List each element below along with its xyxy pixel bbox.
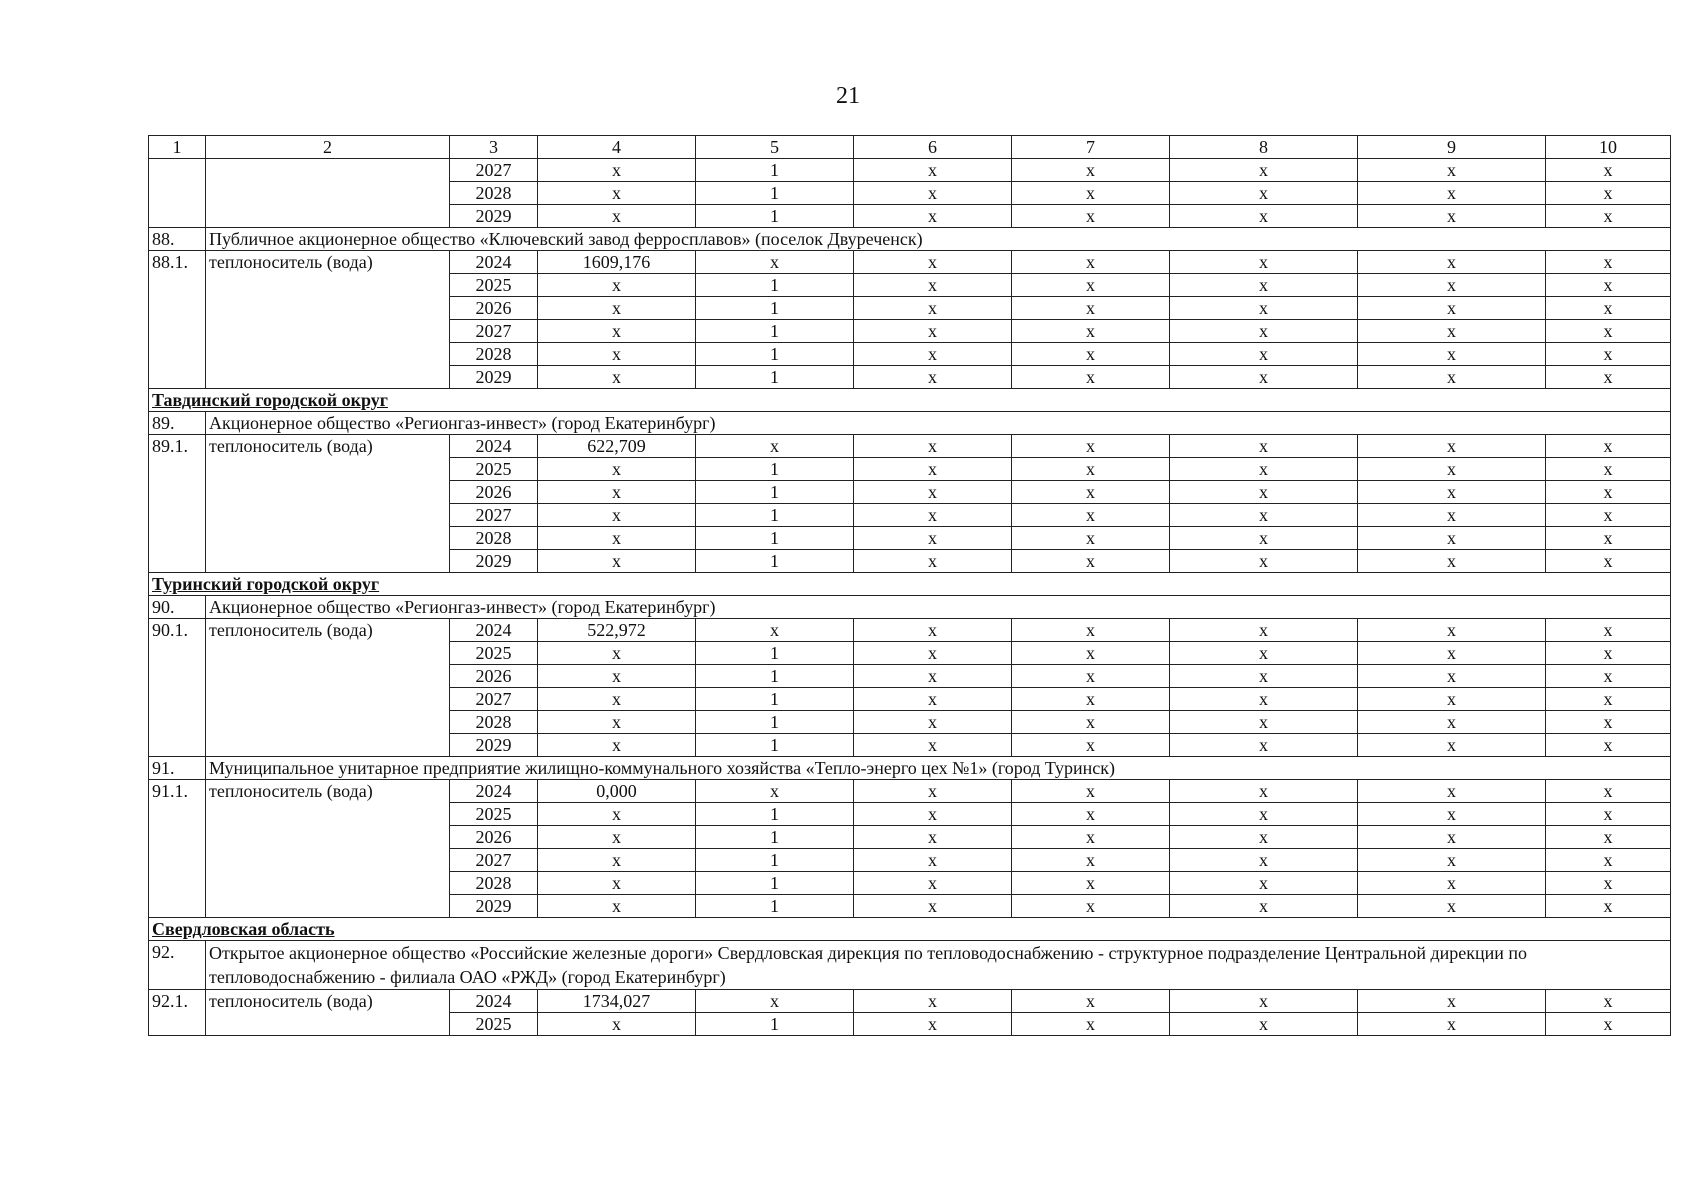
value-cell: x <box>1170 481 1358 504</box>
page-number: 21 <box>836 83 860 109</box>
value-cell: x <box>538 205 696 228</box>
value-cell: x <box>1546 159 1671 182</box>
value-cell: x <box>1012 688 1170 711</box>
column-number-row <box>149 136 1671 159</box>
value-cell: 1 <box>696 803 854 826</box>
value-cell: x <box>1012 642 1170 665</box>
value-cell: x <box>854 619 1012 642</box>
value-cell: x <box>538 458 696 481</box>
value-cell: x <box>696 990 854 1013</box>
value-cell: x <box>854 688 1012 711</box>
year-cell: 2026 <box>450 297 538 320</box>
value-cell: x <box>854 849 1012 872</box>
value-cell: x <box>1012 297 1170 320</box>
year-cell: 2027 <box>450 688 538 711</box>
value-cell: 1 <box>696 527 854 550</box>
value-cell: 1 <box>696 159 854 182</box>
value-cell: x <box>854 182 1012 205</box>
value-cell: x <box>1012 665 1170 688</box>
organization-number: 91. <box>149 757 206 780</box>
value-cell: x <box>1170 826 1358 849</box>
value-cell: x <box>1170 734 1358 757</box>
value-cell: x <box>854 251 1012 274</box>
value-cell: x <box>696 435 854 458</box>
value-cell: 1 <box>696 826 854 849</box>
value-cell: x <box>1546 550 1671 573</box>
value-cell: x <box>854 343 1012 366</box>
year-cell: 2024 <box>450 780 538 803</box>
value-cell: x <box>538 481 696 504</box>
value-cell: x <box>1546 274 1671 297</box>
item-name: теплоноситель (вода) <box>206 435 450 573</box>
value-cell: x <box>854 320 1012 343</box>
year-cell: 2028 <box>450 872 538 895</box>
value-cell: x <box>1170 504 1358 527</box>
value-cell: x <box>854 481 1012 504</box>
value-cell: 522,972 <box>538 619 696 642</box>
value-cell: x <box>538 826 696 849</box>
value-cell: x <box>1358 619 1546 642</box>
value-cell: x <box>1012 826 1170 849</box>
value-cell: x <box>854 366 1012 389</box>
value-cell: x <box>1358 205 1546 228</box>
value-cell: x <box>1546 297 1671 320</box>
year-cell: 2027 <box>450 159 538 182</box>
value-cell: x <box>1012 366 1170 389</box>
value-cell: 1 <box>696 297 854 320</box>
organization-row <box>149 941 1671 990</box>
value-cell: x <box>1358 872 1546 895</box>
value-cell: x <box>1012 481 1170 504</box>
value-cell: x <box>1012 504 1170 527</box>
year-cell: 2029 <box>450 205 538 228</box>
item-number: 90.1. <box>149 619 206 757</box>
region-title: Свердловская область <box>149 918 1671 941</box>
item-name: теплоноситель (вода) <box>206 780 450 918</box>
value-cell: x <box>1012 872 1170 895</box>
value-cell: 1 <box>696 205 854 228</box>
value-cell: x <box>538 297 696 320</box>
data-row <box>149 780 1671 803</box>
value-cell: x <box>1546 872 1671 895</box>
value-cell: x <box>1358 895 1546 918</box>
value-cell: x <box>1170 642 1358 665</box>
data-row <box>149 435 1671 458</box>
value-cell: x <box>1012 251 1170 274</box>
value-cell: x <box>538 849 696 872</box>
value-cell: x <box>854 1013 1012 1036</box>
value-cell: x <box>538 343 696 366</box>
value-cell: x <box>1170 251 1358 274</box>
item-number: 92.1. <box>149 990 206 1036</box>
organization-row <box>149 412 1671 435</box>
value-cell: x <box>1546 182 1671 205</box>
value-cell: x <box>1358 320 1546 343</box>
value-cell: x <box>1546 895 1671 918</box>
value-cell: x <box>1358 688 1546 711</box>
organization-name: Акционерное общество «Регионгаз-инвест» (город Екатеринбург) <box>206 596 1671 619</box>
value-cell: x <box>1358 458 1546 481</box>
value-cell: x <box>854 803 1012 826</box>
value-cell: x <box>1358 803 1546 826</box>
value-cell: x <box>538 320 696 343</box>
value-cell: x <box>1546 826 1671 849</box>
year-cell: 2027 <box>450 849 538 872</box>
year-cell: 2029 <box>450 550 538 573</box>
value-cell: x <box>1358 826 1546 849</box>
value-cell: x <box>1546 320 1671 343</box>
value-cell: x <box>1546 205 1671 228</box>
organization-number: 92. <box>149 941 206 990</box>
value-cell: x <box>1358 435 1546 458</box>
value-cell: x <box>1170 527 1358 550</box>
organization-row <box>149 757 1671 780</box>
item-name: теплоноситель (вода) <box>206 619 450 757</box>
value-cell: 1 <box>696 688 854 711</box>
value-cell: x <box>1546 688 1671 711</box>
value-cell: x <box>538 734 696 757</box>
value-cell: 1 <box>696 665 854 688</box>
organization-name: Муниципальное унитарное предприятие жилищно-коммунального хозяйства «Тепло-энерго цех №1» (город Туринск) <box>206 757 1671 780</box>
column-number-header: 5 <box>696 136 854 159</box>
value-cell: x <box>538 527 696 550</box>
value-cell: x <box>1358 527 1546 550</box>
value-cell: x <box>1358 481 1546 504</box>
value-cell: x <box>1170 1013 1358 1036</box>
item-number: 89.1. <box>149 435 206 573</box>
value-cell: x <box>1546 481 1671 504</box>
data-row <box>149 990 1671 1013</box>
value-cell: 1609,176 <box>538 251 696 274</box>
value-cell: x <box>1012 320 1170 343</box>
value-cell: x <box>1546 366 1671 389</box>
value-cell: 1 <box>696 182 854 205</box>
year-cell: 2029 <box>450 734 538 757</box>
item-name <box>206 159 450 228</box>
year-cell: 2025 <box>450 1013 538 1036</box>
year-cell: 2024 <box>450 990 538 1013</box>
tariff-table <box>148 135 1671 1036</box>
value-cell: x <box>1546 734 1671 757</box>
organization-number: 89. <box>149 412 206 435</box>
value-cell: x <box>1546 711 1671 734</box>
value-cell: x <box>538 182 696 205</box>
region-row <box>149 918 1671 941</box>
year-cell: 2028 <box>450 343 538 366</box>
column-number-header: 1 <box>149 136 206 159</box>
value-cell: x <box>854 205 1012 228</box>
value-cell: x <box>1012 619 1170 642</box>
value-cell: x <box>854 895 1012 918</box>
value-cell: 1 <box>696 504 854 527</box>
value-cell: x <box>854 297 1012 320</box>
value-cell: x <box>1170 990 1358 1013</box>
value-cell: x <box>854 711 1012 734</box>
value-cell: x <box>1358 251 1546 274</box>
value-cell: x <box>1012 343 1170 366</box>
value-cell: 1 <box>696 343 854 366</box>
value-cell: x <box>1546 619 1671 642</box>
value-cell: x <box>1358 734 1546 757</box>
value-cell: x <box>538 688 696 711</box>
value-cell: x <box>1358 159 1546 182</box>
value-cell: x <box>696 619 854 642</box>
item-name: теплоноситель (вода) <box>206 990 450 1036</box>
value-cell: 1 <box>696 366 854 389</box>
value-cell: x <box>854 458 1012 481</box>
region-row <box>149 573 1671 596</box>
value-cell: 1 <box>696 550 854 573</box>
value-cell: x <box>538 895 696 918</box>
value-cell: x <box>1358 297 1546 320</box>
item-name: теплоноситель (вода) <box>206 251 450 389</box>
value-cell: x <box>1546 527 1671 550</box>
value-cell: x <box>1012 182 1170 205</box>
value-cell: x <box>1170 297 1358 320</box>
organization-name: Публичное акционерное общество «Ключевский завод ферросплавов» (поселок Двуреченск) <box>206 228 1671 251</box>
column-number-header: 8 <box>1170 136 1358 159</box>
value-cell: x <box>1358 665 1546 688</box>
year-cell: 2026 <box>450 665 538 688</box>
item-number: 91.1. <box>149 780 206 918</box>
value-cell: x <box>1170 619 1358 642</box>
value-cell: x <box>538 642 696 665</box>
value-cell: x <box>1170 320 1358 343</box>
value-cell: x <box>854 990 1012 1013</box>
value-cell: x <box>854 826 1012 849</box>
data-row <box>149 251 1671 274</box>
value-cell: x <box>854 274 1012 297</box>
value-cell: x <box>1546 803 1671 826</box>
value-cell: x <box>1358 343 1546 366</box>
value-cell: 1 <box>696 849 854 872</box>
value-cell: x <box>1546 343 1671 366</box>
column-number-header: 4 <box>538 136 696 159</box>
value-cell: x <box>1012 1013 1170 1036</box>
value-cell: x <box>1546 642 1671 665</box>
value-cell: x <box>1546 504 1671 527</box>
value-cell: x <box>1546 1013 1671 1036</box>
value-cell: x <box>1546 251 1671 274</box>
value-cell: x <box>538 665 696 688</box>
value-cell: x <box>1358 849 1546 872</box>
value-cell: x <box>1012 550 1170 573</box>
value-cell: x <box>1358 1013 1546 1036</box>
value-cell: x <box>1358 711 1546 734</box>
column-number-header: 3 <box>450 136 538 159</box>
column-number-header: 2 <box>206 136 450 159</box>
region-row <box>149 389 1671 412</box>
value-cell: 622,709 <box>538 435 696 458</box>
organization-number: 88. <box>149 228 206 251</box>
value-cell: 1 <box>696 458 854 481</box>
value-cell: x <box>1170 688 1358 711</box>
value-cell: x <box>538 803 696 826</box>
value-cell: x <box>854 642 1012 665</box>
value-cell: x <box>1012 734 1170 757</box>
value-cell: x <box>696 780 854 803</box>
value-cell: x <box>1546 435 1671 458</box>
value-cell: 1734,027 <box>538 990 696 1013</box>
value-cell: x <box>1012 990 1170 1013</box>
value-cell: x <box>538 711 696 734</box>
value-cell: x <box>1358 550 1546 573</box>
value-cell: x <box>854 665 1012 688</box>
value-cell: x <box>538 159 696 182</box>
value-cell: x <box>1170 550 1358 573</box>
organization-number: 90. <box>149 596 206 619</box>
value-cell: x <box>538 1013 696 1036</box>
organization-name: Акционерное общество «Регионгаз-инвест» (город Екатеринбург) <box>206 412 1671 435</box>
value-cell: x <box>1170 159 1358 182</box>
value-cell: x <box>1170 366 1358 389</box>
value-cell: x <box>854 527 1012 550</box>
value-cell: x <box>1546 458 1671 481</box>
value-cell: x <box>1358 366 1546 389</box>
value-cell: x <box>1012 274 1170 297</box>
value-cell: x <box>538 504 696 527</box>
year-cell: 2024 <box>450 251 538 274</box>
value-cell: x <box>1012 435 1170 458</box>
value-cell: x <box>1012 803 1170 826</box>
value-cell: x <box>854 504 1012 527</box>
value-cell: 1 <box>696 642 854 665</box>
value-cell: x <box>1358 182 1546 205</box>
value-cell: x <box>538 366 696 389</box>
value-cell: x <box>1012 205 1170 228</box>
value-cell: x <box>1012 780 1170 803</box>
value-cell: x <box>1170 205 1358 228</box>
value-cell: x <box>1358 642 1546 665</box>
year-cell: 2025 <box>450 274 538 297</box>
value-cell: x <box>1012 711 1170 734</box>
value-cell: x <box>1012 458 1170 481</box>
column-number-header: 10 <box>1546 136 1671 159</box>
value-cell: x <box>854 159 1012 182</box>
year-cell: 2028 <box>450 182 538 205</box>
value-cell: 1 <box>696 734 854 757</box>
value-cell: x <box>854 780 1012 803</box>
year-cell: 2028 <box>450 711 538 734</box>
region-title: Тавдинский городской округ <box>149 389 1671 412</box>
year-cell: 2026 <box>450 826 538 849</box>
value-cell: x <box>1170 849 1358 872</box>
value-cell: x <box>1546 849 1671 872</box>
value-cell: x <box>854 872 1012 895</box>
year-cell: 2027 <box>450 504 538 527</box>
value-cell: x <box>1358 780 1546 803</box>
value-cell: 1 <box>696 320 854 343</box>
value-cell: x <box>1170 895 1358 918</box>
value-cell: x <box>854 734 1012 757</box>
item-number: 88.1. <box>149 251 206 389</box>
column-number-header: 9 <box>1358 136 1546 159</box>
year-cell: 2026 <box>450 481 538 504</box>
data-row <box>149 619 1671 642</box>
year-cell: 2024 <box>450 619 538 642</box>
year-cell: 2025 <box>450 458 538 481</box>
year-cell: 2027 <box>450 320 538 343</box>
organization-row <box>149 228 1671 251</box>
value-cell: x <box>1358 274 1546 297</box>
column-number-header: 7 <box>1012 136 1170 159</box>
value-cell: x <box>1012 527 1170 550</box>
value-cell: 1 <box>696 711 854 734</box>
value-cell: x <box>1170 182 1358 205</box>
value-cell: x <box>1546 665 1671 688</box>
value-cell: x <box>1170 274 1358 297</box>
year-cell: 2025 <box>450 803 538 826</box>
value-cell: x <box>854 550 1012 573</box>
value-cell: 1 <box>696 481 854 504</box>
value-cell: x <box>1170 343 1358 366</box>
organization-row <box>149 596 1671 619</box>
value-cell: x <box>538 872 696 895</box>
value-cell: 0,000 <box>538 780 696 803</box>
value-cell: x <box>1358 990 1546 1013</box>
value-cell: x <box>1358 504 1546 527</box>
year-cell: 2029 <box>450 895 538 918</box>
value-cell: x <box>1170 872 1358 895</box>
value-cell: 1 <box>696 274 854 297</box>
value-cell: x <box>1170 458 1358 481</box>
value-cell: x <box>1012 159 1170 182</box>
value-cell: x <box>1546 780 1671 803</box>
organization-name: Открытое акционерное общество «Российские железные дороги» Свердловская дирекция по тепловодоснабжению - структурное подразделение Центральной дирекции по тепловодоснабжению - филиала ОАО «РЖД» (город Екатеринбург) <box>206 941 1671 990</box>
table-body <box>149 136 1671 1036</box>
value-cell: x <box>1170 711 1358 734</box>
value-cell: x <box>538 274 696 297</box>
value-cell: x <box>1546 990 1671 1013</box>
year-cell: 2025 <box>450 642 538 665</box>
item-number <box>149 159 206 228</box>
year-cell: 2024 <box>450 435 538 458</box>
value-cell: x <box>1170 435 1358 458</box>
region-title: Туринский городской округ <box>149 573 1671 596</box>
value-cell: 1 <box>696 1013 854 1036</box>
value-cell: x <box>1170 803 1358 826</box>
value-cell: x <box>1012 895 1170 918</box>
value-cell: x <box>696 251 854 274</box>
value-cell: x <box>1012 849 1170 872</box>
year-cell: 2029 <box>450 366 538 389</box>
data-row <box>149 159 1671 182</box>
value-cell: 1 <box>696 895 854 918</box>
value-cell: 1 <box>696 872 854 895</box>
value-cell: x <box>1170 780 1358 803</box>
value-cell: x <box>854 435 1012 458</box>
value-cell: x <box>1170 665 1358 688</box>
column-number-header: 6 <box>854 136 1012 159</box>
value-cell: x <box>538 550 696 573</box>
year-cell: 2028 <box>450 527 538 550</box>
